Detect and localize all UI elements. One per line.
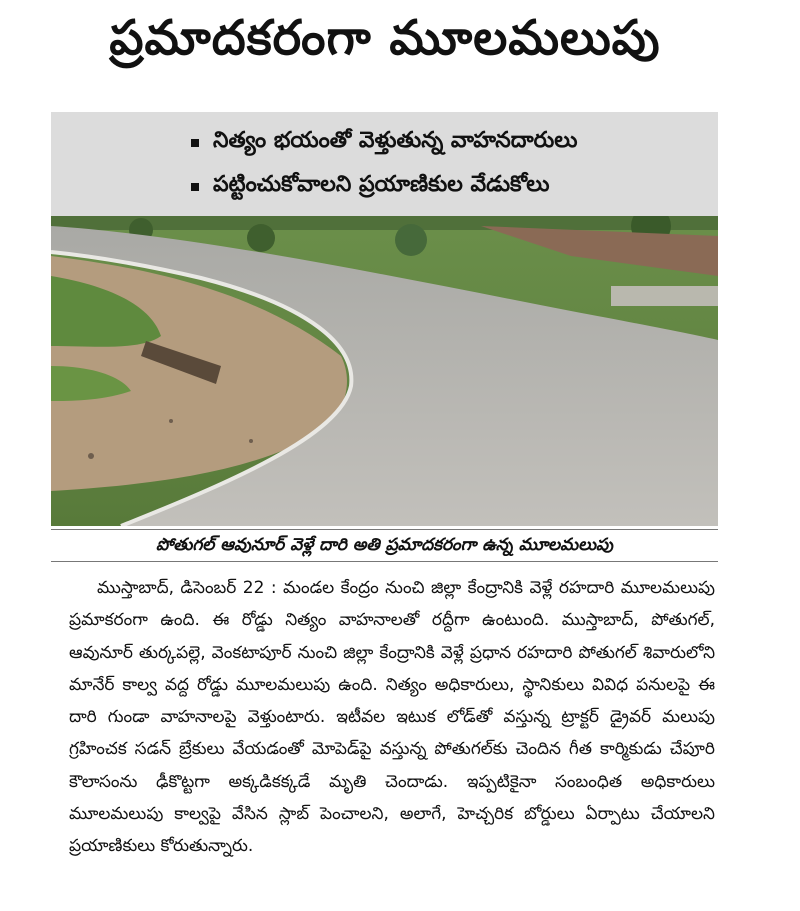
article-text: మండల కేంద్రం నుంచి జిల్లా కేంద్రానికి వెళ్లే రహదారి మూలమలుపు ప్రమాకరంగా ఉంది. ఈ రోడ్డు నిత్యం వాహనాలతో రద్దీగా ఉంటుంది. ముస్తాబాద్, పోతుగల్, ఆవునూర్ తుర్కపల్లె, వెంకటాపూర్ నుంచి జిల్లా కేంద్రానికి వెళ్లే ప్రధాన రహదారి పోతుగల్ శివారులోని మానేర్ కాల్వ వద్ద రోడ్డు మూలమలుపు ఉంది. నిత్యం అధికారులు, స్థానికులు వివిధ పనులపై ఈ దారి గుండా వాహనాలపై వెళ్తుంటారు. ఇటీవల ఇటుక లోడ్‌తో వస్తున్న ట్రాక్టర్ డ్రైవర్ మలుపు గ్రహించక సడన్ బ్రేకులు వేయడంతో మోపెడ్‌పై వస్తున్న పోతుగల్‌కు చెందిన గీత కార్మికుడు చేపూరి కౌలాసంను ఢీకొట్టగా అక్కడికక్కడే మృతి చెందాడు. ఇప్పటికైనా సంబంధిత అధికారులు మూలమలుపు కాల్వపై వేసిన స్లాబ్ పెంచాలని, అలాగే, హెచ్చరిక బోర్డులు ఏర్పాటు చేయాలని ప్రయాణికులు కోరుతున్నారు. xyxy=(69,578,716,857)
subheading-item xyxy=(191,128,577,158)
photo-caption: పోతుగల్ ఆవునూర్ వెళ్లే దారి అతి ప్రమాదకరంగా ఉన్న మూలమలుపు xyxy=(155,535,613,555)
subheading-text: నిత్యం భయంతో వెళ్తుతున్న వాహనదారులు xyxy=(213,128,578,153)
road-curve-photo xyxy=(51,216,718,526)
subheading-item xyxy=(191,172,549,202)
dateline: ముస్తాబాద్, డిసెంబర్ 22 : xyxy=(97,578,277,598)
bullet-square-icon xyxy=(191,139,199,147)
caption-rule-top xyxy=(51,529,718,530)
headline: ప్రమాదకరంగా మూలమలుపు xyxy=(109,10,661,66)
subheading-text: పట్టించుకోవాలని ప్రయాణికుల వేడుకోలు xyxy=(213,172,550,197)
caption-rule-bottom xyxy=(51,561,718,562)
bullet-square-icon xyxy=(191,183,199,191)
subheading-box xyxy=(51,112,718,216)
article-body xyxy=(69,572,715,863)
